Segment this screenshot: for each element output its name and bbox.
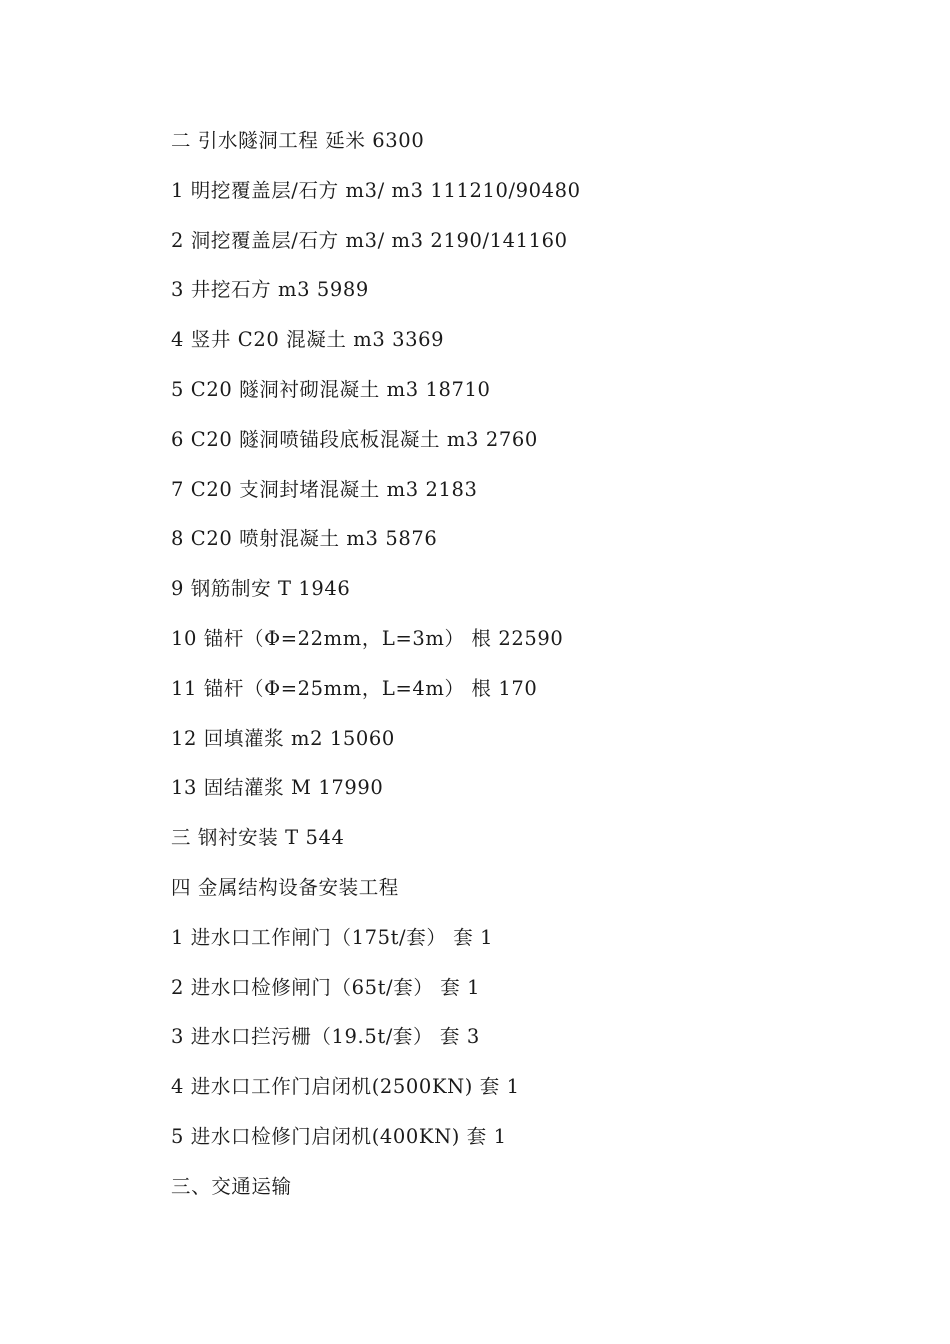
line-item-12: 12 回填灌浆 m2 15060 [171,726,395,750]
line-equipment-5: 5 进水口检修门启闭机(400KN) 套 1 [171,1124,507,1148]
line-section-2-tunnel: 二 引水隧洞工程 延米 6300 [171,129,425,152]
line-item-3: 3 井挖石方 m3 5989 [171,278,369,302]
line-section-transport: 三、交通运输 [171,1174,292,1198]
line-item-6: 6 C20 隧洞喷锚段底板混凝土 m3 2760 [171,427,538,451]
line-item-13: 13 固结灌浆 M 17990 [171,776,384,800]
line-equipment-1: 1 进水口工作闸门（175t/套） 套 1 [171,925,494,949]
document-body [171,126,911,1222]
line-item-11: 11 锚杆（Φ=25mm，L=4m） 根 170 [171,676,538,700]
line-equipment-3: 3 进水口拦污栅（19.5t/套） 套 3 [171,1025,480,1049]
line-item-4: 4 竖井 C20 混凝土 m3 3369 [171,328,445,352]
line-item-1: 1 明挖覆盖层/石方 m3/ m3 111210/90480 [171,178,581,202]
line-equipment-2: 2 进水口检修闸门（65t/套） 套 1 [171,975,481,999]
line-item-2: 2 洞挖覆盖层/石方 m3/ m3 2190/141160 [171,228,568,252]
line-item-9: 9 钢筋制安 T 1946 [171,577,351,601]
line-section-4-metal-structure: 四 金属结构设备安装工程 [171,875,399,899]
line-item-7: 7 C20 支洞封堵混凝土 m3 2183 [171,477,478,501]
line-item-10: 10 锚杆（Φ=22mm，L=3m） 根 22590 [171,626,564,650]
line-item-8: 8 C20 喷射混凝土 m3 5876 [171,527,438,551]
line-equipment-4: 4 进水口工作门启闭机(2500KN) 套 1 [171,1075,520,1099]
line-section-3-steel-lining: 三 钢衬安装 T 544 [171,826,345,850]
line-item-5: 5 C20 隧洞衬砌混凝土 m3 18710 [171,377,491,401]
